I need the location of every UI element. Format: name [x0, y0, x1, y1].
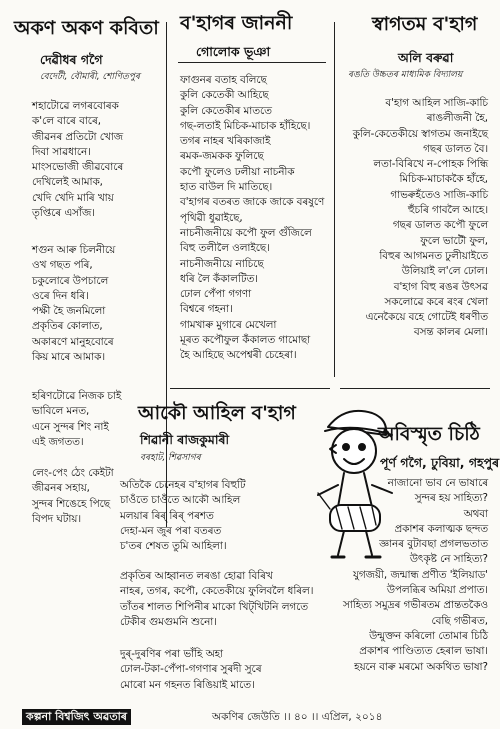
poem-line: সুন্দৰ শিঙেহে পিছে [32, 497, 110, 510]
poem-author: দেৱীধৰ গগৈ [40, 52, 103, 67]
poem-line: হৈ আহিছে অপেশ্বৰী চেহেৰা। [180, 349, 297, 362]
poem-line: প্ৰকৃতিৰ কোলাত, [32, 320, 103, 333]
poem-line: ব'হাগৰ বতৰত জাকে জাকে বৰষুণে [180, 196, 325, 209]
poem-line: ৰমক-জমকক ফুলিছে [180, 150, 264, 163]
poem-line: দেখিলেই আমাক, [32, 176, 103, 189]
poem-title: অবিস্মৃত চিঠি [378, 423, 480, 445]
poem-line: গছৰ ডালত বৈ। [423, 142, 488, 155]
poem-affiliation: বেদেটী, বৌমাৰী, শোণিতপুৰ [40, 72, 140, 82]
poem-line: পৃথিৱী ধুৱাইছে, [180, 211, 243, 224]
poem-line: যুগজয়ী, জন্মান্ধ প্ৰণীত 'ইলিয়াড' [353, 568, 488, 581]
poem-line: হয়নে বাৰু মৰমো অকথিত ভাষা? [354, 660, 488, 673]
poem-line: ওখ গছত পৰি, [32, 259, 93, 272]
section-divider [340, 388, 490, 389]
poem-affiliation: বৰহাট, শিৱসাগৰ [140, 453, 201, 463]
poem-affiliation: ৰঙতি উচ্চতৰ মাধ্যমিক বিদ্যালয় [348, 70, 463, 80]
poem-line: তাঁতৰ শালত শিপিনীৰ মাকো খিট্‌খিটনি লগতে [120, 600, 308, 613]
poem-author: অলি বৰুৱা [398, 50, 454, 65]
poem-author: শিৱানী ৰাজকুমাৰী [140, 432, 230, 447]
poem-line: দেহা-মন জুৰ পৰা বতৰত [120, 524, 222, 537]
poem-line: প্ৰকাশৰ কলাত্মক ছন্দত [394, 522, 488, 535]
poem-title: আকৌ আহিল ব'হাগ [138, 402, 296, 424]
poem-line: মূৰত কপৌফুল কঁকালত গামোছা [180, 334, 311, 347]
poem-line: লতা-বিৰিখে ন-পোহক পিন্ধি [373, 158, 488, 171]
poem-line: মলয়াৰ ৰিৰ্ ৰিৰ্ পৰশত [120, 509, 214, 522]
poem-line: মাংসভোজী জীৱবোৰে [32, 161, 124, 174]
poem-line: জ্ঞানৰ বুটাবছা প্ৰগলভতাত [379, 538, 488, 551]
stanza [348, 96, 488, 341]
poem-line: ক'লে বাৰে বাৰে, [32, 115, 102, 128]
poem-line: তৃপ্তিৰে এসাঁজ। [32, 207, 95, 220]
poem-line: কুলি কেতেকীৰ মাততে [180, 104, 272, 117]
poem-line: গামখাৰু মুগাৰে মেখেলা [180, 318, 277, 331]
poem-title: অকণ অকণ কবিতা [14, 17, 159, 39]
poem-line: তগৰ নাহৰ খৰিকাজাই [180, 135, 271, 148]
poem-line: এই জগতত। [32, 435, 84, 448]
poem-line: গছ-লতাই মিচিক-মাচাক হাঁহিছে। [180, 119, 311, 132]
footer-page-info: অকণিৰ জেউতি ।। ৪০ ।। এপ্ৰিল, ২০১৪ [212, 711, 383, 723]
poem-line: জীৱনৰ সহায়, [32, 482, 90, 495]
poem-line: নাহৰ, তগৰ, কপৌ, কেতেকীয়ে ফুলিবলৈ ধৰিল। [120, 585, 314, 598]
stanza [32, 243, 115, 365]
stanza [180, 73, 324, 364]
title-underline [178, 62, 326, 63]
poem-line: বিহু তলীলৈ ওলাইছে। [180, 242, 270, 255]
poem-line: মিচিক-মাচাককৈ হাঁহে, [399, 173, 488, 186]
poem-line: শগুন আৰু চিলনীয়ে [32, 244, 116, 256]
poem-line: ব'হাগ বিহু ৰঙৰ উৎসৱ [393, 280, 488, 293]
poem-line: এনেকৈয়ে বহে গোটেই ধৰণীত [365, 311, 488, 324]
poem-line: সকলোৱে কৰে ৰংৰ খেলা [384, 295, 488, 308]
poem-line: ফাগুনৰ বতাহ বলিছে [180, 74, 267, 86]
poem-line: সাহিত্য সমুদ্ৰৰ গভীৰতম প্ৰান্ততকৈও [342, 599, 488, 612]
poem-line: বিপদ ঘটায়। [32, 512, 82, 525]
poem-line: নাজানো ভাব নে ভাষাৰে [387, 477, 488, 489]
poem-line: অতিকৈ চেনেহৰ ব'হাগৰ বিহুটি [120, 479, 246, 491]
poem-line: পক্ষী হৈ জনমিলো [32, 305, 106, 318]
poem-line: উন্মুক্তন কৰিলো তোমাৰ চিঠি [369, 629, 488, 642]
poem-line: টেকীৰ গুমগুমনি শুনো। [120, 615, 217, 628]
poem-title: ব'হাগৰ জাননী [180, 12, 293, 34]
poem-line: বিশ্বৰে গহনা। [180, 303, 233, 316]
poem-line: বেছি গভীৰত, [431, 614, 488, 627]
poem-line: হুঁচৰি গাবলৈ আহে। [407, 204, 488, 217]
poem-line: দিবা সাৱধানে। [32, 145, 91, 158]
poem-line: কিয় মাৰে আমাক। [32, 351, 106, 364]
column-divider [334, 22, 335, 377]
stanza [120, 569, 313, 630]
footer-logo: কল্পনা বিশ্বজিৎ অৱতাৰ [22, 709, 131, 725]
poem-line: চকুলোৰে উপচালে [32, 274, 109, 287]
poem-line: ৰাঙলীজনী হৈ, [426, 112, 488, 125]
poem-line: হাত বাউল দি মাতিছে। [180, 181, 273, 194]
poem-line: শহাটোৱে লগৰবোৰক [32, 100, 119, 112]
stanza [120, 478, 245, 554]
poem-line: লেং-পেং ঠেং কেইটা [32, 467, 114, 479]
poem-line: ধৰি লৈ কঁকালটিত। [180, 272, 258, 285]
poem-line: হৰিণটোৱে নিজক চাই [32, 390, 122, 402]
poem-line: চাওঁতে চাওঁতে আকৌ আহিল [120, 494, 241, 507]
poem-author: গোলোক ভূঞা [196, 44, 271, 59]
poem-line: ঢোল-টকা-পেঁপা-গগণাৰ সুৰদী সুৰে [120, 663, 262, 676]
section-divider [170, 388, 330, 389]
poem-line: বসন্ত কালৰ মেলা। [413, 326, 488, 339]
poem-title: স্বাগতম ব'হাগ [372, 13, 478, 35]
poem-line: ফুলে ভাটৌ ফুল, [420, 234, 488, 247]
poem-line: নাচনীজনীয়ে কপৌ ফুল গুঁজিলে [180, 226, 312, 239]
poem-line: মোৰো মন গহনত ৰিঙিয়াই মাতে। [120, 678, 255, 691]
poem-line: অকাৰণে মানুহবোৰে [32, 335, 114, 348]
poem-line: চ'তৰ শেষত তুমি আহিলা। [120, 540, 227, 553]
poem-line: সুন্দৰ হয় সাহিত্য? [414, 492, 488, 505]
poem-line: উৎকৃষ্ট নে সাহিত্য? [409, 553, 488, 566]
poem-line: কুলি-কেতেকীয়ে স্বাগতম জনাইছে [352, 127, 488, 140]
poem-line: প্ৰকৃতিৰ আহ্বানত লৰঙা হোৱা বিৰিখ [120, 570, 273, 582]
poem-line: গছৰ ডালত কপৌ ফুলে [392, 219, 488, 232]
stanza [32, 99, 123, 221]
poem-author: পূৰ্ণ গগৈ, ঢুবিয়া, গহপুৰ [380, 455, 500, 470]
poem-line: বিহুৰ আগমনত ঢুলীয়াইতে [379, 249, 488, 262]
poem-line: ব'হাগ আহিল সাজি-কাচি [385, 97, 488, 109]
stanza [300, 476, 488, 675]
poem-line: দুৰ্-দুৰণিৰ পৰা ভাঁহি অহা [120, 648, 224, 660]
poem-line: এনে সুন্দৰ শিং নাই [32, 420, 109, 433]
poem-line: গাভৰুহঁতেও সাজি-কাচি [390, 188, 488, 201]
stanza [120, 647, 262, 693]
poem-line: ভাবিলে মনত, [32, 405, 90, 418]
stanza [32, 466, 114, 527]
poem-line: প্ৰকাশৰ পাণ্ডিত্যত হেৰাল ভাষা। [359, 645, 488, 658]
poem-line: নাচনীজনীয়ে নাচিছে [180, 257, 264, 270]
poem-line: অথবা [463, 507, 488, 520]
poem-line: উলিয়াই ল'লে ঢোল। [401, 265, 488, 278]
poem-line: উপলব্ধিৰ অমিয়া প্ৰপাত। [386, 584, 488, 597]
stanza [32, 389, 121, 450]
poem-line: খেদি খেদি মাৰি খায় [32, 191, 114, 204]
poem-line: কপৌ ফুলেও ঢলীয়া নাচনীক [180, 165, 295, 178]
poem-line: কুলি কেতেকী আহিছে [180, 89, 269, 102]
poem-line: ঢোল পেঁপা গগণা [180, 288, 252, 301]
poem-line: জীৱনৰ প্ৰতিটো খোজ [32, 130, 123, 143]
poem-line: ওৰে দিন ধৰি। [32, 289, 89, 302]
page-footer [0, 705, 500, 729]
